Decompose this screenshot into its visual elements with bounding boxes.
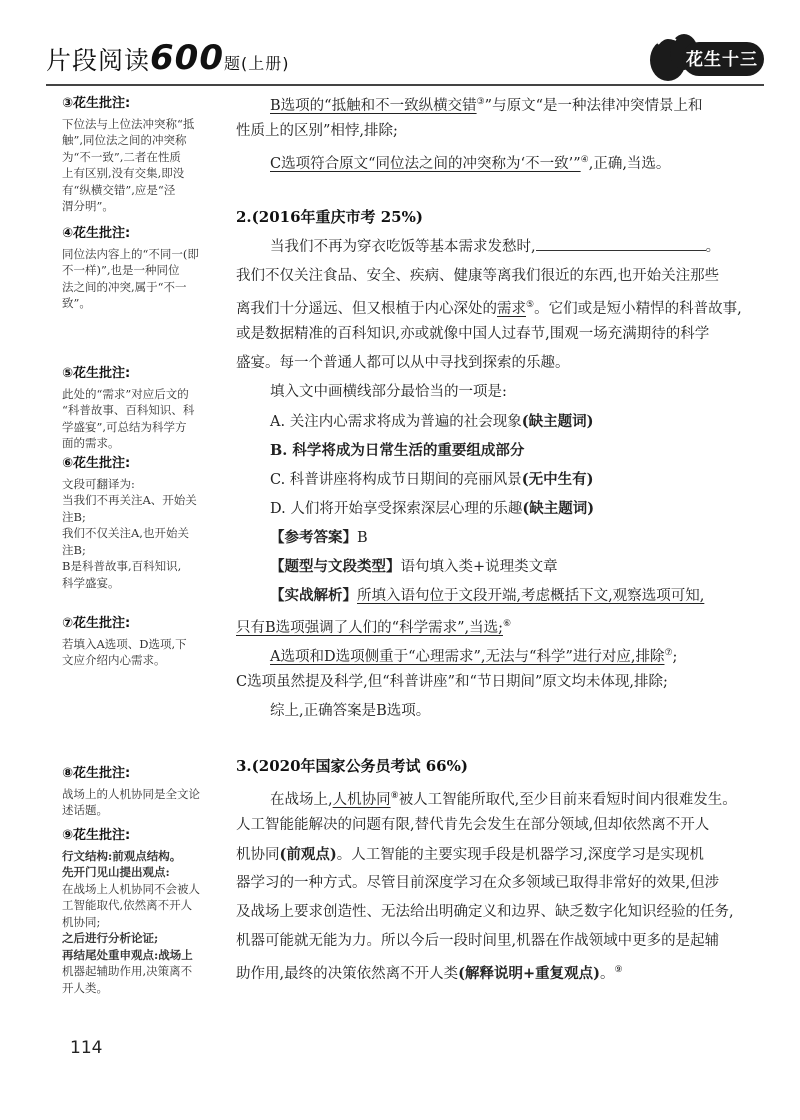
q3-passage-line-4: 器学习的一种方式。尽管目前深度学习在众多领域已取得非常好的效果,但涉 [236,875,720,891]
q2-passage-line-1 [236,233,760,262]
note-title: ⑦花生批注: [62,616,131,631]
q3-passage-line-7 [236,956,760,989]
note-line: 在战场上人机协同不会被人 [62,881,200,896]
title-main: 片段阅读 [46,46,151,75]
note-8 [62,766,230,819]
q2-passage-text: 当我们不再为穿衣吃饭等基本需求发愁时, [270,239,536,255]
note-title: ⑧花生批注: [62,766,131,781]
q3-note: (解释说明+重复观点) [458,964,600,982]
note-line: 法之间的冲突,属于“不一 [62,279,187,294]
note-line: 文段可翻译为: [62,476,135,491]
analysis-text: 只有B选项强调了人们的“科学需求”,当选; [236,619,503,636]
note-line: 文应介绍内心需求。 [62,653,166,667]
option-text: A. 关注内心需求将成为普遍的社会现象 [270,414,522,430]
note-line: 我们不仅关注A,也开始关 [62,526,189,540]
note-line: 同位法内容上的“不同一(即 [62,246,199,261]
q2-passage-text: 。它们或是短小精悍的科普故事, [534,300,742,317]
note-line: 不一样)”,也是一种同位 [62,263,180,277]
q2-option-c [236,465,760,495]
note-9 [62,828,230,996]
q2-type [236,552,760,582]
note-line: 注B; [62,542,86,557]
note-title: ⑥花生批注: [62,456,131,471]
analysis-sup: ⑥ [502,619,512,629]
note-6 [62,456,230,591]
note-line: 先开门见山提出观点: [62,865,170,879]
q3-passage-line-1 [236,782,760,815]
q2-analysis-line-2 [236,610,760,643]
q1-c-text-2: ,正确,当选。 [588,155,671,172]
q2-analysis-line-4: C选项虽然提及科学,但“科普讲座”和“节日期间”原文均未体现,排除; [236,674,668,690]
note-line: 述话题。 [62,803,108,817]
q3-keyword: 人机协同 [332,791,391,808]
title-unit: 题 [224,54,242,73]
analysis-text: 所填入语句位于文段开端,考虑概括下文,观察选项可知, [357,588,705,604]
note-line: 此处的“需求”对应后文的 [62,386,189,401]
q2-passage-line-2: 我们不仅关注食品、安全、疾病、健康等离我们很近的东西,也开始关注那些 [236,268,720,284]
answer-label: 【参考答案】 [270,529,357,546]
q2-analysis-line-1 [236,581,760,611]
note-line: 再结尾处重申观点:战场上 [62,947,193,962]
note-line: 面的需求。 [62,436,120,450]
note-line: 致”。 [62,296,91,310]
book-title [46,38,290,78]
option-text: D. 人们将开始享受探索深层心理的乐趣 [270,501,523,517]
option-note: (无中生有) [521,471,594,488]
q3-sup: ⑧ [390,791,399,801]
q1-b-analysis-cont [236,117,760,146]
q3-passage-line-5: 及战场上要求创造性、无法给出明确定义和边界、缺乏数字化知识经验的任务, [236,904,734,920]
note-line: 为“不一致”,二者在性质 [62,149,181,164]
q3-title: 3.(2020年国家公务员考试 66%) [236,757,468,775]
answer-value: B [357,530,368,546]
note-title: ③花生批注: [62,96,131,111]
q1-c-sup: ④ [580,155,589,165]
fill-in-blank [536,236,706,251]
q1-b-sup: ③ [476,97,485,107]
note-line: 战场上的人机协同是全文论 [62,786,200,801]
q3-text: 。人工智能的主要实现手段是机器学习,深度学习是实现机 [336,847,704,863]
q3-text: 被人工智能所取代,至少目前来看短时间内很难发生。 [398,791,737,808]
note-title: ⑨花生批注: [62,828,131,843]
q2-passage-sup: ⑤ [526,300,535,310]
q3-note: (前观点) [279,846,337,863]
note-7 [62,616,230,669]
option-note: (缺主题词) [521,413,594,430]
q2-passage-text: 离我们十分遥远、但又根植于内心深处的 [236,300,497,317]
option-text: C. 科普讲座将构成节日期间的亮丽风景 [270,472,522,488]
note-line: 工智能取代,依然离不开人 [62,898,193,912]
q3-passage-line-6: 机器可能就无能为力。所以今后一段时间里,机器在作战领域中更多的是起辅 [236,933,720,949]
note-line: 触”,同位法之间的冲突称 [62,133,187,147]
note-title: ④花生批注: [62,226,131,241]
q1-b-text-3: 性质上的区别”相悖,排除; [236,123,398,139]
note-line: 若填入A选项、D选项,下 [62,636,187,651]
note-line: 行文结构:前观点结构。 [62,848,182,863]
page-number: 114 [70,1038,103,1058]
type-value: 语句填入类+说理类文章 [400,559,558,575]
analysis-text: A选项和D选项侧重于“心理需求”,无法与“科学”进行对应,排除 [270,648,665,665]
q2-analysis-line-5: 综上,正确答案是B选项。 [270,703,431,719]
note-line: 有“纵横交错”,应是“泾 [62,182,176,197]
analysis-text: ; [672,648,678,665]
q3-text: 。 [599,965,615,982]
note-4 [62,226,230,312]
note-line: 之后进行分析论证; [62,931,159,945]
note-line: 下位法与上位法冲突称“抵 [62,116,195,131]
q2-option-b [236,436,760,465]
q3-sup: ⑨ [614,965,623,975]
note-line: 上有区别,没有交集,即没 [62,166,185,180]
q3-text: 机协同 [236,847,280,863]
q2-title: 2.(2016年重庆市考 25%) [236,208,423,226]
q2-prompt: 填入文中画横线部分最恰当的一项是: [270,384,507,400]
title-number: 600 [150,38,224,78]
note-line: 科学盛宴。 [62,575,120,590]
note-line: 注B; [62,509,86,524]
q3-passage-line-3 [236,840,760,870]
q3-passage-line-2: 人工智能能解决的问题有限,替代肯先会发生在部分领域,但却依然离不开人 [236,817,710,833]
analysis-label: 【实战解析】 [270,587,357,604]
q2-passage-end: 。 [705,239,721,255]
q2-passage-line-4: 或是数据精准的百科知识,亦或就像中国人过春节,围观一场充满期待的科学 [236,326,710,342]
q1-c-text-1: C选项符合原文“同位法之间的冲突称为‘不一致’” [270,155,581,172]
q2-answer [236,523,760,553]
q1-b-analysis [236,88,760,121]
q2-passage-line-3 [236,291,760,324]
analysis-sup: ⑦ [664,648,673,658]
q2-passage-line-5: 盛宴。每一个普通人都可以从中寻找到探索的乐趣。 [236,355,570,371]
q3-text: 在战场上, [270,791,333,808]
note-line: 当我们不再关注A、开始关 [62,493,197,507]
page-header [46,30,766,86]
q1-c-analysis [236,146,760,179]
logo-text: 花生十三 [686,50,758,70]
q2-passage-keyword: 需求 [497,300,526,317]
title-volume: (上册) [241,54,290,73]
q2-option-a [236,407,760,437]
note-line: 机协同; [62,914,101,929]
note-line: 渭分明”。 [62,199,114,213]
q3-text: 助作用,最终的决策依然离不开人类 [236,965,459,982]
q1-b-text-1: B选项的“抵触和不一致纵横交错 [270,97,477,114]
note-5 [62,366,230,452]
note-line: “科普故事、百科知识、科 [62,403,195,417]
q1-b-text-2: ”与原文“是一种法律冲突情景上和 [484,97,703,114]
q2-option-d [236,494,760,524]
note-line: 开人类。 [62,980,108,995]
note-title: ⑤花生批注: [62,366,131,381]
header-rule [46,84,764,86]
option-text: B. 科学将成为日常生活的重要组成部分 [270,442,525,459]
q2-analysis-line-3 [236,639,760,672]
note-line: 学盛宴”,可总结为科学方 [62,419,187,434]
type-label: 【题型与文段类型】 [270,558,401,575]
option-note: (缺主题词) [522,500,595,517]
note-line: B是科普故事,百科知识, [62,559,182,573]
note-3 [62,96,230,215]
note-line: 机器起辅助作用,决策离不 [62,964,193,978]
